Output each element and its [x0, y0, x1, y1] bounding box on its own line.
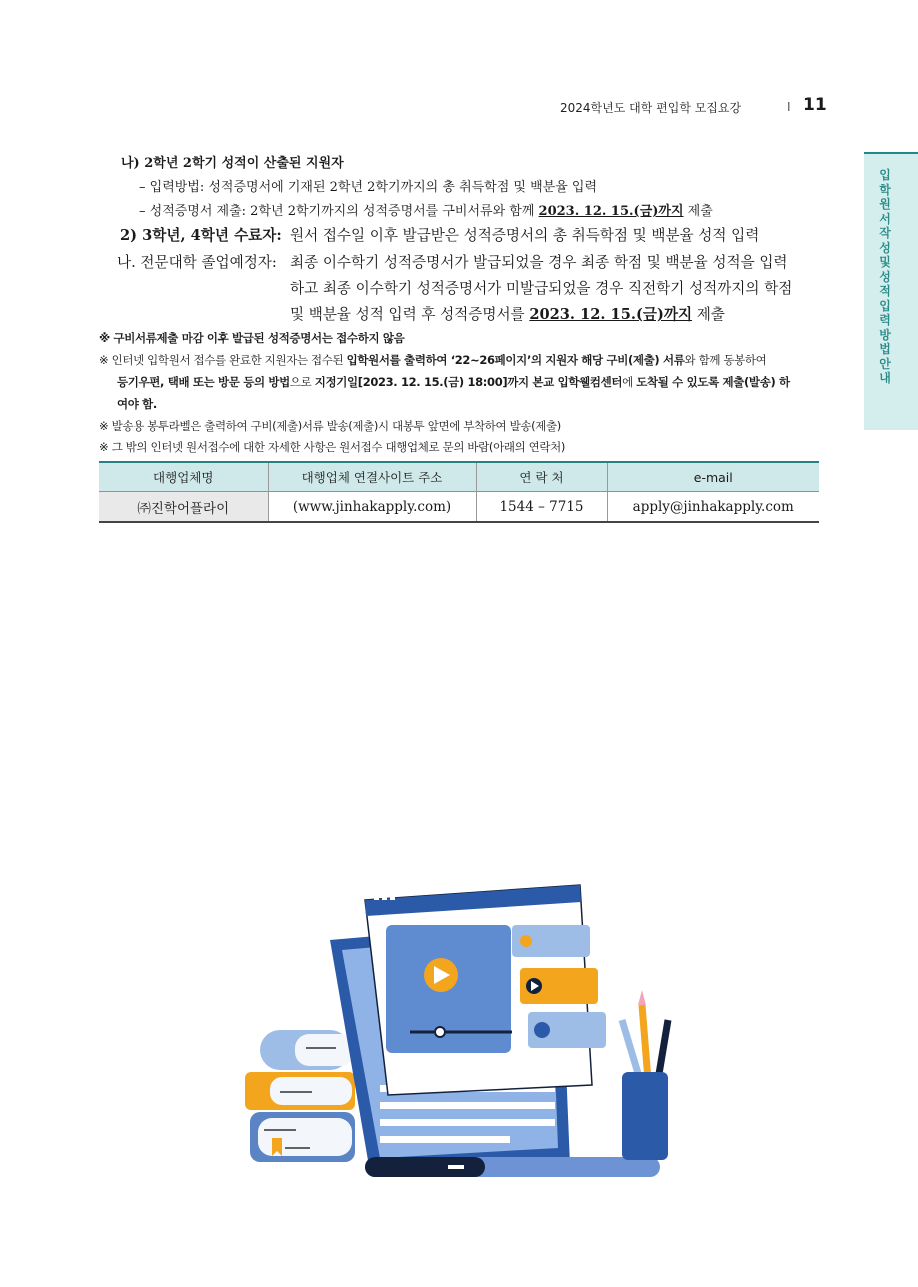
college-grad-line-3 [290, 303, 725, 324]
side-tab-divider [864, 152, 918, 154]
line-text: 및 백분율 성적 입력 후 성적증명서를 [290, 306, 530, 323]
deadline-date: 2023. 12. 15.(금)까지 [529, 306, 693, 323]
note-mailing-line-1 [99, 352, 766, 368]
header-separator: I [787, 100, 791, 114]
note-deadline: ※ 구비서류제출 마감 이후 발급된 성적증명서는 접수하지 않음 [99, 331, 405, 345]
completion-label: 2) 3학년, 4학년 수료자: [120, 227, 282, 244]
line-text-end: 제출 [692, 306, 725, 323]
phone-cell: 1544 – 7715 [476, 492, 607, 523]
note-emphasis: 입학원서를 출력 [346, 353, 426, 367]
note-emphasis: 지정기일[2023. 12. 15.(금) 18:00]까지 본교 입학웰컴센터 [314, 375, 623, 389]
input-method-item: – 입력방법: 성적증명서에 기재된 2학년 2학기까지의 총 취득학점 및 백분율 입력 [139, 180, 598, 195]
book-stack-icon [245, 1030, 355, 1162]
online-learning-illustration [240, 880, 680, 1180]
college-grad-line-1: 최종 이수학기 성적증명서가 발급되었을 경우 최종 학점 및 백분율 성적을 입력 [290, 254, 788, 271]
college-grad-label: 나. 전문대학 졸업예정자: [117, 254, 277, 271]
email-cell: apply@jinhakapply.com [607, 492, 819, 523]
note-mailing-line-2 [117, 374, 790, 390]
table-row [99, 492, 819, 523]
note-text: ※ 인터넷 입학원서 접수를 완료한 지원자는 접수된 [99, 353, 347, 367]
agency-name-cell: ㈜진학어플라이 [99, 492, 268, 523]
college-grad-line-2: 하고 최종 이수학기 성적증명서가 미발급되었을 경우 직전학기 성적까지의 학점 [290, 280, 793, 297]
page-number: 11 [803, 95, 827, 115]
side-tab-label: 입학원서 작성 및 성적입력 방법 안내 [879, 168, 891, 385]
note-text: 와 함께 동봉하여 [684, 353, 767, 367]
subsection-heading: 나) 2학년 2학기 성적이 산출된 지원자 [121, 156, 344, 171]
transcript-submission-item [139, 200, 713, 219]
note-label: ※ 발송용 봉투라벨은 출력하여 구비(제출)서류 발송(제출)시 대봉투 앞면에 부착하여 발송(제출) [99, 419, 561, 433]
col-header-phone: 연 락 처 [476, 462, 607, 492]
completion-text: 원서 접수일 이후 발급받은 성적증명서의 총 취득학점 및 백분율 성적 입력 [290, 227, 760, 244]
note-text: 에 [622, 375, 637, 389]
note-inquiry: ※ 그 밖의 인터넷 원서접수에 대한 자세한 사항은 원서접수 대행업체로 문의 바람(아래의 연락처) [99, 440, 566, 454]
running-header-title: 2024학년도 대학 편입학 모집요강 [560, 101, 742, 115]
item-text-end: 제출 [683, 204, 713, 219]
col-header-site: 대행업체 연결사이트 주소 [268, 462, 476, 492]
pencil-cup-icon [622, 990, 668, 1160]
table-header-row [99, 462, 819, 492]
site-address-cell: (www.jinhakapply.com) [268, 492, 476, 523]
col-header-email: e-mail [607, 462, 819, 492]
note-emphasis: 하여 ‘22~26페이지’의 지원자 해당 구비(제출) 서류 [425, 353, 685, 367]
agency-contact-table [99, 461, 819, 523]
video-player-icon [365, 885, 606, 1095]
item-text: – 성적증명서 제출: 2학년 2학기까지의 성적증명서를 구비서류와 함께 [139, 204, 539, 219]
note-emphasis: 등기우편, 택배 또는 방문 등의 방법 [117, 375, 290, 389]
col-header-agency: 대행업체명 [99, 462, 268, 492]
note-text: 으로 [289, 375, 315, 389]
deadline-date: 2023. 12. 15.(금)까지 [538, 204, 684, 219]
note-mailing-line-3: 여야 함. [117, 397, 157, 411]
note-emphasis: 도착될 수 있도록 제출(발송) 하 [636, 375, 790, 389]
